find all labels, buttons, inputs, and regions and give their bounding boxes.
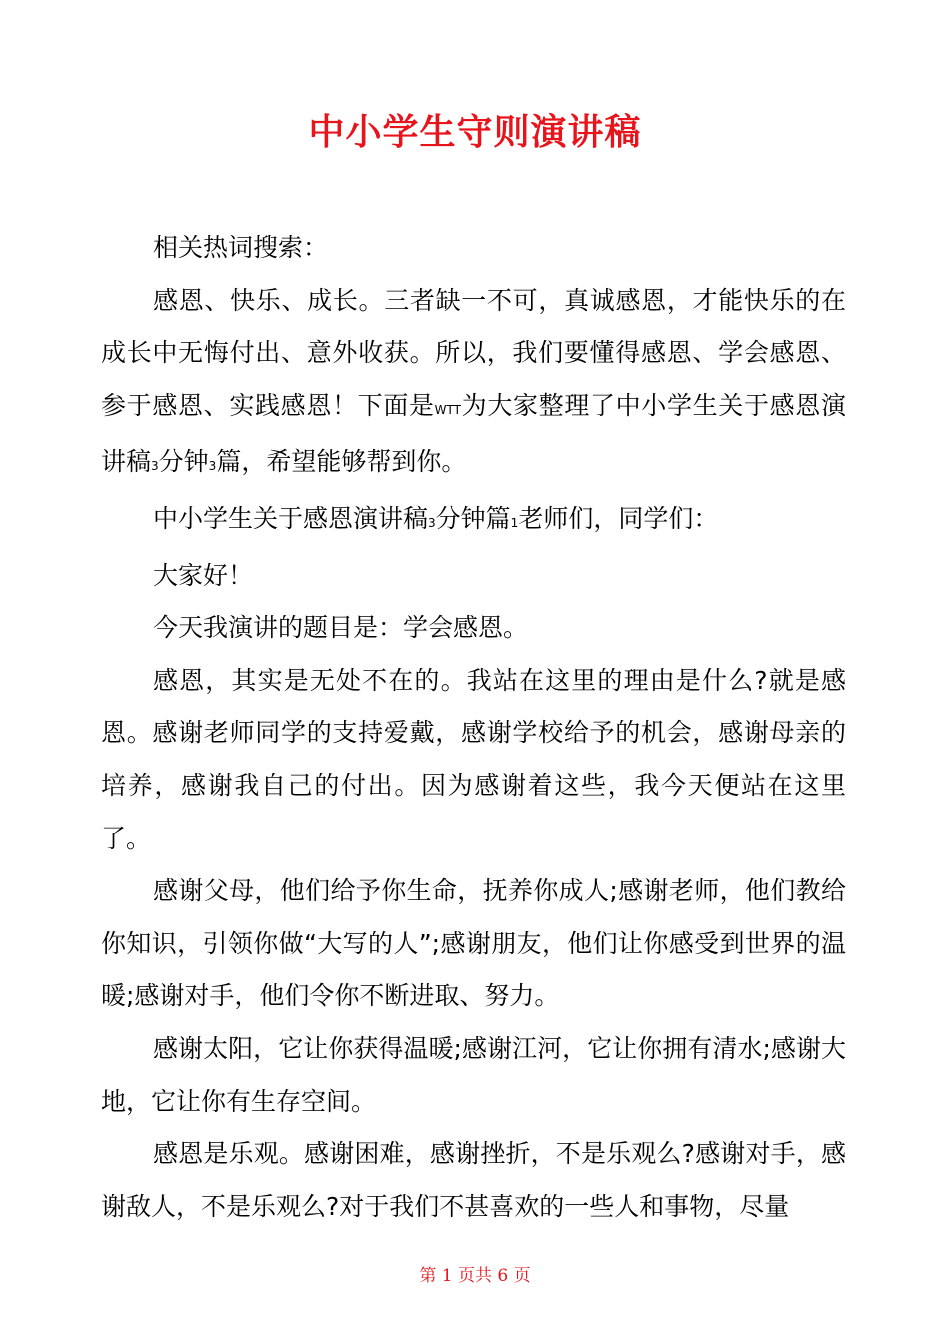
intro-text-g: 篇，希望能够帮到你。: [216, 447, 467, 477]
intro-num-minutes: 3: [151, 459, 159, 474]
paragraph-thank-nature: 感谢太阳，它让你获得温暖;感谢江河，它让你拥有清水;感谢大地，它让你有生存空间。: [101, 1033, 846, 1116]
intro-num-count: 3: [208, 459, 217, 474]
heading-text-e: 老师们，同学们：: [518, 503, 719, 533]
paragraph-topic: 今天我演讲的题目是：学会感恩。: [153, 613, 529, 643]
intro-text-a: 感恩、快乐、成长。三者缺一不可，真诚感恩，才能快乐的在成长中无悔付出、意外收获。所以，我们要懂得感恩、学会感恩、参于感恩、实践感恩！下面是: [101, 285, 846, 420]
document-body: [101, 222, 846, 1233]
paragraph-optimism: 感恩是乐观。感谢困难，感谢挫折，不是乐观么?感谢对手，感谢敌人，不是乐观么?对于我们不甚喜欢的一些人和事物，尽量: [101, 1139, 846, 1221]
paragraph-intro: [101, 275, 846, 493]
paragraph-thank-people: 感谢父母，他们给予你生命，抚养你成人;感谢老师，他们教给你知识，引领你做“大写的人”;感谢朋友，他们让你感受到世界的温暖;感谢对手，他们令你不断进取、努力。: [101, 876, 846, 1011]
heading-num-part: 1: [510, 515, 519, 530]
intro-text-c: 为大家整理了中小学生关于感恩演讲稿: [101, 390, 846, 477]
paragraph-hot-search: 相关热词搜索：: [153, 233, 329, 262]
intro-source-tag: WTT: [434, 402, 461, 417]
document-title: 中小学生守则演讲稿: [308, 112, 642, 153]
paragraph-section-heading: [101, 493, 846, 550]
paragraph-greeting: 大家好！: [153, 560, 254, 590]
paragraph-gratitude-everywhere: 感恩，其实是无处不在的。我站在这里的理由是什么?就是感恩。感谢老师同学的支持爱戴，感谢学校给予的机会，感谢母亲的培养，感谢我自己的付出。因为感谢着这些，我今天便站在这里了。: [101, 665, 846, 853]
heading-num-minutes: 3: [428, 515, 436, 530]
heading-text-a: 中小学生关于感恩演讲稿: [153, 503, 429, 533]
intro-text-e: 分钟: [158, 447, 209, 477]
page-footer: 第 1 页共 6 页: [419, 1266, 531, 1286]
heading-text-c: 分钟篇: [435, 503, 511, 533]
